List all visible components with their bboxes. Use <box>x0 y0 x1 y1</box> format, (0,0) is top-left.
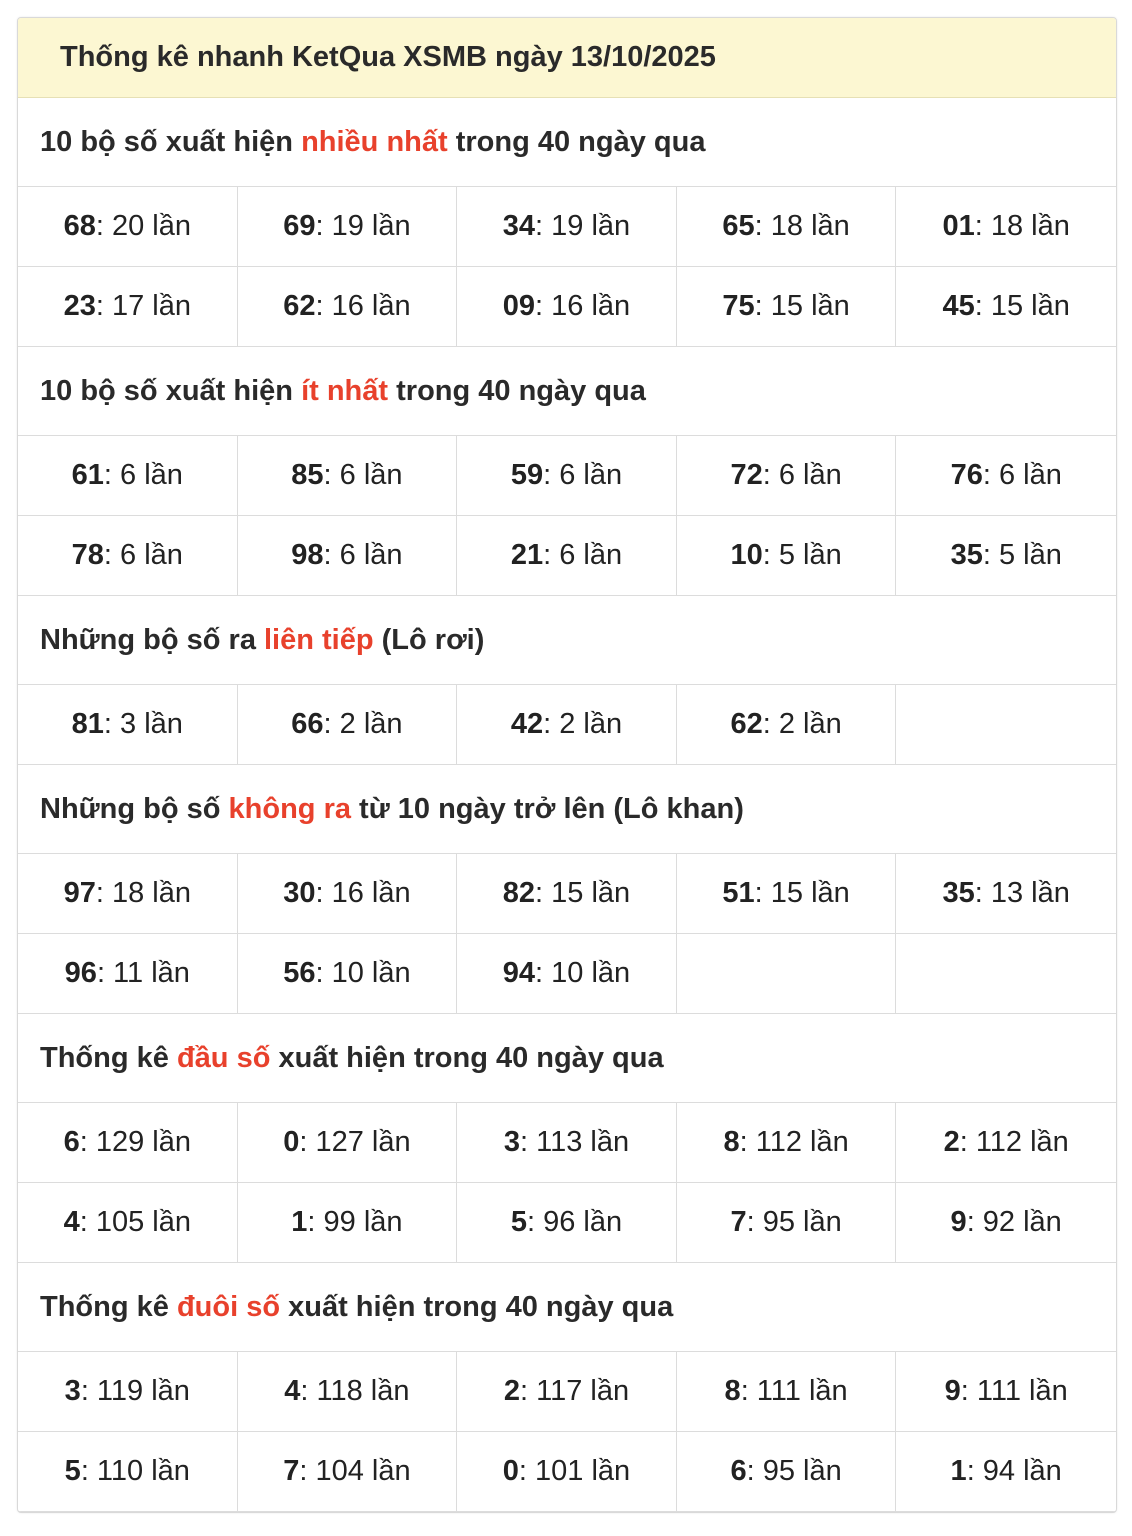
stat-number: 78 <box>71 539 104 571</box>
stat-number: 2 <box>503 1375 520 1407</box>
stat-number: 8 <box>723 1126 740 1158</box>
stat-cell <box>457 854 677 934</box>
section-heading-text: 10 bộ số xuất hiện <box>40 374 302 407</box>
stat-number: 7 <box>730 1206 747 1238</box>
stat-cell <box>677 1103 897 1183</box>
stat-number: 68 <box>63 210 96 242</box>
stat-count: : 117 lần <box>520 1375 630 1407</box>
stat-cell <box>457 934 677 1014</box>
section-heading-text: trong 40 ngày qua <box>447 125 706 158</box>
stat-count: : 118 lần <box>300 1375 410 1407</box>
stat-cell <box>18 267 238 347</box>
stat-count: : 111 lần <box>740 1375 848 1407</box>
stat-count: : 6 lần <box>543 539 623 571</box>
stat-cell <box>677 267 897 347</box>
stat-count: : 17 lần <box>95 290 191 322</box>
stat-count: : 10 lần <box>535 957 631 989</box>
stat-cell <box>238 1352 458 1432</box>
stat-count: : 2 lần <box>323 708 403 740</box>
stat-count: : 18 lần <box>754 210 850 242</box>
section-heading-text: từ 10 ngày trở lên (Lô khan) <box>351 792 744 825</box>
stat-number: 2 <box>943 1126 960 1158</box>
stat-number: 21 <box>510 539 544 571</box>
stat-number: 5 <box>510 1206 527 1238</box>
stat-cell <box>457 1103 677 1183</box>
stat-count: : 95 lần <box>746 1455 842 1487</box>
stat-count: : 18 lần <box>974 210 1070 242</box>
stat-count: : 19 lần <box>535 210 631 242</box>
stat-cell <box>677 436 897 516</box>
stat-number: 30 <box>283 877 316 909</box>
stat-count: : 112 lần <box>739 1126 849 1158</box>
stat-count: : 16 lần <box>315 877 411 909</box>
stat-number: 01 <box>942 210 975 242</box>
stat-cell <box>238 1103 458 1183</box>
stat-cell <box>896 1432 1116 1512</box>
stat-count: : 15 lần <box>754 877 850 909</box>
stat-cell <box>677 685 897 765</box>
stat-count: : 3 lần <box>103 708 183 740</box>
stat-cell <box>457 267 677 347</box>
section-heading-text: Những bộ số <box>40 792 229 825</box>
stat-number: 96 <box>64 957 97 989</box>
panel-title: Thống kê nhanh KetQua XSMB ngày 13/10/2025 <box>18 18 1116 98</box>
stat-number: 56 <box>283 957 316 989</box>
stat-number: 3 <box>64 1375 81 1407</box>
stat-number: 4 <box>284 1375 301 1407</box>
stat-number: 82 <box>502 877 536 909</box>
stat-cell <box>238 934 458 1014</box>
stat-count: : 11 lần <box>96 957 190 989</box>
section-heading <box>18 1014 1116 1103</box>
stat-count: : 111 lần <box>960 1375 1068 1407</box>
stat-count: : 15 lần <box>754 290 850 322</box>
stat-cell <box>457 1432 677 1512</box>
stat-count: : 113 lần <box>520 1126 630 1158</box>
stat-cell <box>18 516 238 596</box>
stat-cell <box>896 436 1116 516</box>
section-heading-highlight: nhiều nhất <box>301 125 448 158</box>
stat-number: 62 <box>730 708 763 740</box>
stat-count: : 16 lần <box>315 290 411 322</box>
section-heading <box>18 596 1116 685</box>
stat-number: 85 <box>291 459 324 491</box>
stat-count: : 5 lần <box>982 539 1062 571</box>
stat-count: : 101 lần <box>518 1455 631 1487</box>
stat-number: 66 <box>291 708 324 740</box>
stat-cell <box>18 436 238 516</box>
stat-count: : 6 lần <box>103 539 183 571</box>
stat-cell <box>677 1432 897 1512</box>
section-heading-text: Những bộ số ra <box>40 623 264 656</box>
stat-number: 8 <box>724 1375 741 1407</box>
stat-count: : 16 lần <box>535 290 631 322</box>
stat-number: 42 <box>510 708 544 740</box>
stat-count: : 94 lần <box>966 1455 1062 1487</box>
stat-number: 3 <box>503 1126 520 1158</box>
section-heading-highlight: liên tiếp <box>264 623 374 656</box>
stat-number: 6 <box>730 1455 747 1487</box>
stat-cell <box>896 1352 1116 1432</box>
stat-number: 59 <box>510 459 544 491</box>
stat-cell <box>896 1183 1116 1263</box>
section-heading-highlight: ít nhất <box>301 374 389 407</box>
stat-number: 1 <box>291 1206 308 1238</box>
sections-container <box>18 98 1116 1512</box>
empty-cell <box>677 934 897 1014</box>
stat-number: 98 <box>291 539 324 571</box>
stat-cell <box>677 854 897 934</box>
stats-panel <box>17 17 1117 1513</box>
stat-number: 76 <box>950 459 983 491</box>
stat-number: 97 <box>63 877 96 909</box>
stat-cell <box>677 1352 897 1432</box>
stat-cell <box>18 685 238 765</box>
section-heading <box>18 765 1116 854</box>
stat-count: : 112 lần <box>959 1126 1069 1158</box>
stat-number: 4 <box>63 1206 80 1238</box>
stat-cell <box>18 187 238 267</box>
stat-cell <box>677 187 897 267</box>
stat-count: : 119 lần <box>80 1375 190 1407</box>
stat-number: 51 <box>722 877 755 909</box>
section-heading-text: xuất hiện trong 40 ngày qua <box>280 1290 674 1323</box>
stat-cell <box>677 1183 897 1263</box>
stat-cell <box>457 187 677 267</box>
stat-count: : 20 lần <box>95 210 191 242</box>
stat-number: 1 <box>950 1455 967 1487</box>
stat-count: : 104 lần <box>299 1455 411 1487</box>
stat-count: : 127 lần <box>299 1126 411 1158</box>
stat-count: : 13 lần <box>974 877 1070 909</box>
stat-cell <box>18 1432 238 1512</box>
section-heading <box>18 98 1116 187</box>
stat-number: 9 <box>944 1375 961 1407</box>
stat-number: 9 <box>950 1206 967 1238</box>
stat-cell <box>18 1183 238 1263</box>
stat-cell <box>238 1432 458 1512</box>
stat-number: 62 <box>283 290 316 322</box>
stat-count: : 6 lần <box>323 459 403 491</box>
stat-number: 35 <box>942 877 975 909</box>
stat-cell <box>896 187 1116 267</box>
stat-cell <box>238 187 458 267</box>
stat-number: 34 <box>502 210 536 242</box>
stat-count: : 92 lần <box>966 1206 1062 1238</box>
stat-count: : 129 lần <box>79 1126 191 1158</box>
stat-number: 45 <box>942 290 975 322</box>
stat-count: : 2 lần <box>543 708 623 740</box>
stat-count: : 6 lần <box>323 539 403 571</box>
section-heading <box>18 1263 1116 1352</box>
stat-number: 35 <box>950 539 983 571</box>
stat-number: 65 <box>722 210 755 242</box>
stat-cell <box>18 1352 238 1432</box>
stat-cell <box>896 516 1116 596</box>
stat-cell <box>18 854 238 934</box>
stat-count: : 19 lần <box>315 210 411 242</box>
empty-cell <box>896 685 1116 765</box>
stat-cell <box>18 1103 238 1183</box>
stat-count: : 99 lần <box>307 1206 403 1238</box>
stat-count: : 110 lần <box>80 1455 190 1487</box>
stat-count: : 6 lần <box>543 459 623 491</box>
stat-cell <box>457 685 677 765</box>
stat-count: : 95 lần <box>746 1206 842 1238</box>
section-heading-text: trong 40 ngày qua <box>388 374 646 407</box>
section-heading-text: (Lô rơi) <box>373 623 485 656</box>
stat-count: : 5 lần <box>762 539 842 571</box>
section-heading-text: 10 bộ số xuất hiện <box>40 125 302 158</box>
stat-cell <box>457 1352 677 1432</box>
stats-grid <box>18 854 1116 1014</box>
empty-cell <box>896 934 1116 1014</box>
section-heading-highlight: đầu số <box>176 1041 271 1074</box>
stat-number: 7 <box>283 1455 300 1487</box>
stat-number: 5 <box>64 1455 81 1487</box>
section-heading <box>18 347 1116 436</box>
section-heading-highlight: không ra <box>228 792 351 825</box>
section-heading-text: Thống kê <box>40 1041 177 1074</box>
stat-cell <box>238 1183 458 1263</box>
section-heading-text: xuất hiện trong 40 ngày qua <box>270 1041 664 1074</box>
stat-cell <box>457 1183 677 1263</box>
stat-cell <box>238 854 458 934</box>
stat-number: 6 <box>63 1126 80 1158</box>
section-heading-highlight: đuôi số <box>176 1290 281 1323</box>
stat-number: 23 <box>63 290 96 322</box>
section-heading-text: Thống kê <box>40 1290 177 1323</box>
stat-count: : 10 lần <box>315 957 411 989</box>
stat-number: 61 <box>71 459 104 491</box>
stat-number: 72 <box>730 459 763 491</box>
stat-count: : 96 lần <box>526 1206 623 1238</box>
stat-cell <box>677 516 897 596</box>
stat-cell <box>896 1103 1116 1183</box>
stat-cell <box>896 854 1116 934</box>
stat-count: : 6 lần <box>762 459 842 491</box>
stat-count: : 6 lần <box>103 459 183 491</box>
stat-number: 09 <box>502 290 536 322</box>
stat-count: : 2 lần <box>762 708 842 740</box>
stat-number: 75 <box>722 290 755 322</box>
stat-cell <box>238 685 458 765</box>
stat-cell <box>238 436 458 516</box>
stat-cell <box>238 267 458 347</box>
stat-number: 0 <box>283 1126 300 1158</box>
stats-grid <box>18 436 1116 596</box>
stats-grid <box>18 187 1116 347</box>
stat-cell <box>238 516 458 596</box>
stat-number: 10 <box>730 539 763 571</box>
stats-grid <box>18 1352 1116 1512</box>
stat-number: 81 <box>71 708 104 740</box>
stat-cell <box>457 516 677 596</box>
stat-number: 94 <box>502 957 536 989</box>
stat-count: : 15 lần <box>974 290 1070 322</box>
stat-number: 0 <box>502 1455 519 1487</box>
stats-grid <box>18 1103 1116 1263</box>
stat-number: 69 <box>283 210 316 242</box>
stat-count: : 15 lần <box>535 877 631 909</box>
stat-cell <box>457 436 677 516</box>
stats-grid <box>18 685 1116 765</box>
stat-count: : 18 lần <box>95 877 191 909</box>
stat-cell <box>18 934 238 1014</box>
stat-count: : 6 lần <box>982 459 1062 491</box>
stat-cell <box>896 267 1116 347</box>
stat-count: : 105 lần <box>79 1206 191 1238</box>
